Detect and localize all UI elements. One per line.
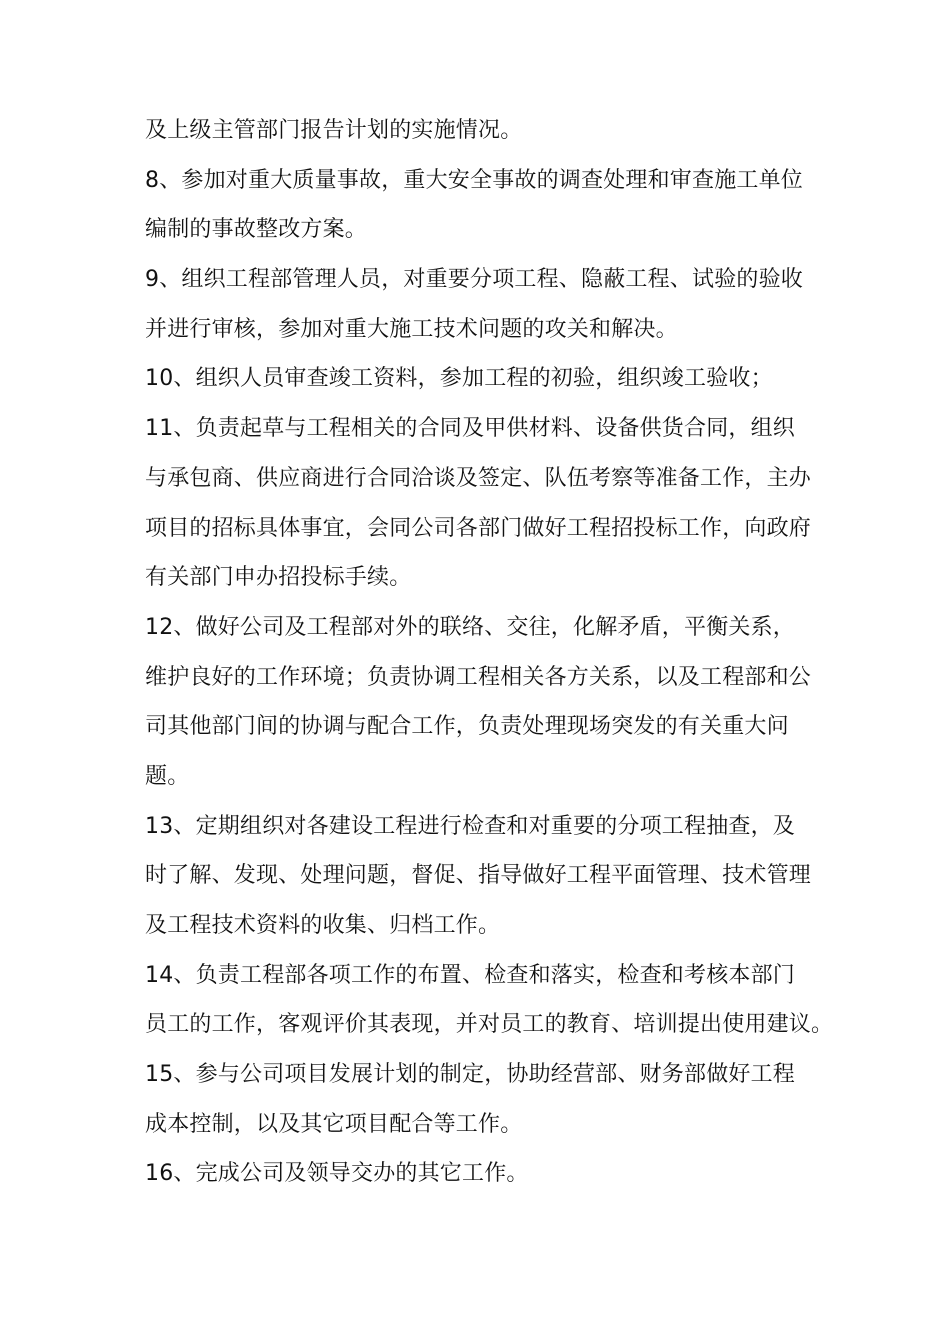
text-line: 编制的事故整改方案。 [145, 217, 368, 243]
text-line: 有关部门申办招投标手续。 [145, 565, 412, 591]
text-line: 13、定期组织对各建设工程进行检查和对重要的分项工程抽查，及 [145, 813, 795, 839]
text-line: 维护良好的工作环境；负责协调工程相关各方关系，以及工程部和公 [145, 664, 812, 690]
document-body [145, 106, 834, 1199]
text-line: 项目的招标具体事宜，会同公司各部门做好工程招投标工作，向政府 [145, 515, 812, 541]
text-line: 16、完成公司及领导交办的其它工作。 [145, 1161, 529, 1187]
text-line: 9、组织工程部管理人员，对重要分项工程、隐蔽工程、试验的验收 [145, 267, 803, 293]
text-line: 并进行审核，参加对重大施工技术问题的攻关和解决。 [145, 316, 678, 342]
text-line: 及工程技术资料的收集、归档工作。 [145, 913, 501, 938]
text-line: 10、组织人员审查竣工资料，参加工程的初验，组织竣工验收； [145, 366, 773, 392]
text-line: 12、做好公司及工程部对外的联络、交往，化解矛盾，平衡关系， [145, 614, 795, 640]
text-line: 与承包商、供应商进行合同洽谈及签定、队伍考察等准备工作，主办 [145, 465, 812, 491]
text-line: 题。 [145, 763, 190, 789]
text-line: 14、负责工程部各项工作的布置、检查和落实，检查和考核本部门 [145, 962, 795, 988]
text-line: 成本控制，以及其它项目配合等工作。 [145, 1111, 523, 1137]
text-line: 15、参与公司项目发展计划的制定，协助经营部、财务部做好工程 [145, 1062, 795, 1088]
text-line: 时了解、发现、处理问题，督促、指导做好工程平面管理、技术管理 [145, 863, 812, 889]
text-line: 及上级主管部门报告计划的实施情况。 [145, 118, 523, 143]
text-line: 员工的工作，客观评价其表现，并对员工的教育、培训提出使用建议。 [145, 1012, 834, 1038]
text-line: 11、负责起草与工程相关的合同及甲供材料、设备供货合同，组织 [145, 416, 795, 442]
text-line: 8、参加对重大质量事故，重大安全事故的调查处理和审查施工单位 [145, 167, 803, 193]
text-line: 司其他部门间的协调与配合工作，负责处理现场突发的有关重大问 [145, 714, 789, 740]
